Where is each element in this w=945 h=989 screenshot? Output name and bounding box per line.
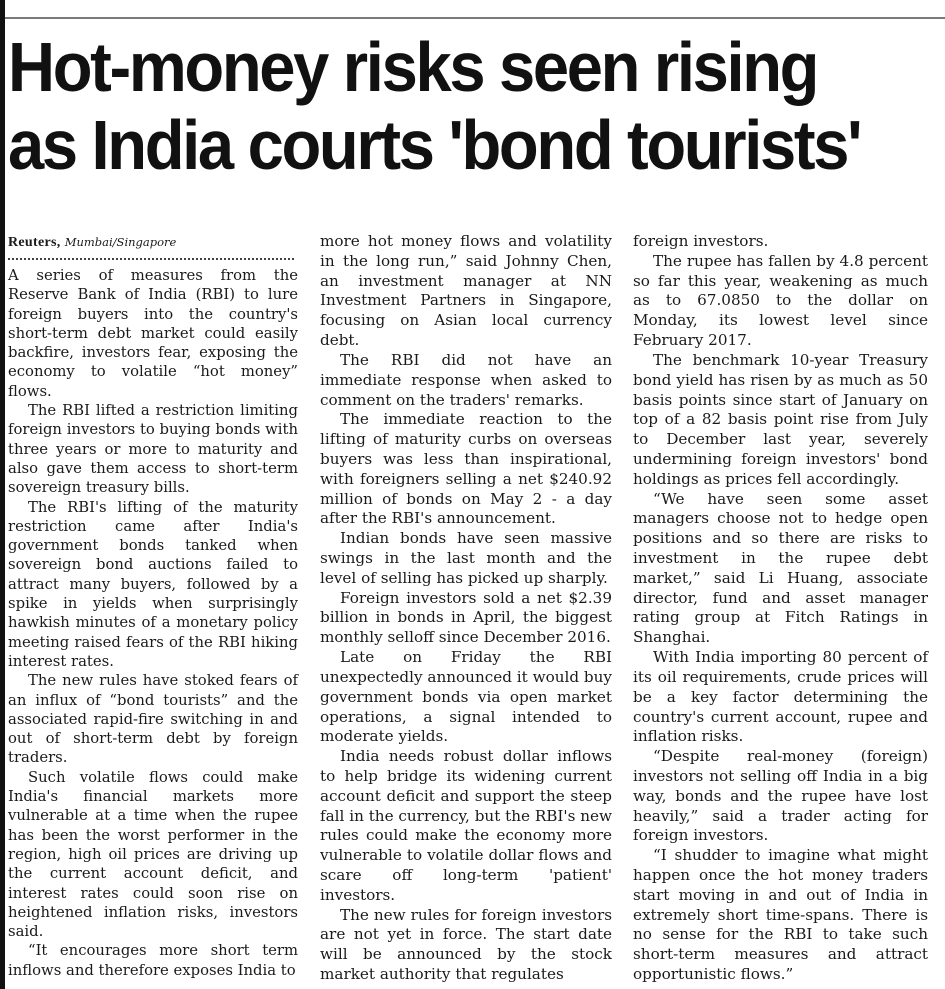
- article-paragraph: The new rules have stoked fears of an influx of “bond tourists” and the associated rapid-fire switching in and out of short-term debt by foreign traders.: [8, 672, 298, 767]
- article-paragraph: Indian bonds have seen massive swings in the last month and the level of selling has picked up sharply.: [320, 529, 612, 587]
- article-paragraph: “We have seen some asset managers choose not to hedge open positions and so there are risks to investment in the rupee debt market,” said Li Huang, associate director, fund and asset manager rating group at Fitch Ratings in Shanghai.: [633, 489, 928, 647]
- headline-line-1: Hot-money risks seen rising: [8, 28, 818, 106]
- byline: [8, 232, 298, 254]
- article-paragraph: “I shudder to imagine what might happen once the hot money traders start moving in and out of India in extremely short time-spans. There is no sense for the RBI to take such short-term measures and attract opportunistic flows.”: [633, 846, 928, 984]
- top-rule: [0, 17, 945, 19]
- article-column-2: [320, 232, 612, 985]
- article-paragraph: The new rules for foreign investors are not yet in force. The start date will be announced by the stock market authority that regulates: [320, 905, 612, 984]
- article-paragraph: The immediate reaction to the lifting of maturity curbs on overseas buyers was less than inspirational, with foreigners selling a net $240.92 million of bonds on May 2 - a day after the RBI's announcement.: [320, 410, 612, 528]
- headline-line-2: as India courts 'bond tourists': [8, 106, 861, 184]
- byline-location: Mumbai/Singapore: [64, 235, 177, 249]
- article-paragraph: more hot money flows and volatility in the long run,” said Johnny Chen, an investment manager at NN Investment Partners in Singapore, focusing on Asian local currency debt.: [320, 232, 612, 350]
- article-paragraph: The RBI did not have an immediate response when asked to comment on the traders' remarks.: [320, 350, 612, 409]
- article-column-1: [8, 232, 298, 980]
- byline-agency: Reuters,: [8, 235, 61, 250]
- byline-divider: [8, 258, 294, 260]
- article-paragraph: “Despite real-money (foreign) investors not selling off India in a big way, bonds and the rupee have lost heavily,” said a trader acting for foreign investors.: [633, 747, 928, 845]
- article-paragraph: India needs robust dollar inflows to help bridge its widening current account deficit and support the steep fall in the currency, but the RBI's new rules could make the economy more vulnerable to volatile dollar flows and scare off long-term 'patient' investors.: [320, 747, 612, 904]
- page-edge: [0, 0, 5, 989]
- article-column-3: [633, 232, 928, 985]
- article-paragraph: Such volatile flows could make India's financial markets more vulnerable at a time when the rupee has been the worst performer in the region, high oil prices are driving up the current account deficit, and interest rates could soon rise on heightened inflation risks, investors said.: [8, 768, 298, 941]
- article-paragraph: The benchmark 10-year Treasury bond yield has risen by as much as 50 basis points since start of January on top of a 82 basis point rise from July to December last year, severely undermining foreign investors' bond holdings as prices fell accordingly.: [633, 350, 928, 488]
- article-paragraph: With India importing 80 percent of its oil requirements, crude prices will be a key factor determining the country's current account, rupee and inflation risks.: [633, 648, 928, 746]
- article-paragraph: foreign investors.: [633, 232, 769, 250]
- article-paragraph: “It encourages more short term inflows and therefore exposes India to: [8, 942, 298, 979]
- headline: [8, 28, 875, 184]
- article-paragraph: The RBI lifted a restriction limiting foreign investors to buying bonds with three years or more to maturity and also gave them access to short-term sovereign treasury bills.: [8, 402, 298, 497]
- article-paragraph: Foreign investors sold a net $2.39 billion in bonds in April, the biggest monthly selloff since December 2016.: [320, 588, 612, 647]
- article-paragraph: A series of measures from the Reserve Bank of India (RBI) to lure foreign buyers into the country's short-term debt market could easily backfire, investors fear, exposing the economy to volatile “hot money” flows.: [8, 267, 298, 400]
- article-paragraph: The RBI's lifting of the maturity restriction came after India's government bonds tanked when sovereign bond auctions failed to attract many buyers, followed by a spike in yields when surprisingly hawkish minutes of a monetary policy meeting raised fears of the RBI hiking interest rates.: [8, 498, 298, 670]
- article-paragraph: The rupee has fallen by 4.8 percent so far this year, weakening as much as to 67.0850 to the dollar on Monday, its lowest level since February 2017.: [633, 251, 928, 350]
- article-paragraph: Late on Friday the RBI unexpectedly announced it would buy government bonds via open market operations, a signal intended to moderate yields.: [320, 648, 612, 746]
